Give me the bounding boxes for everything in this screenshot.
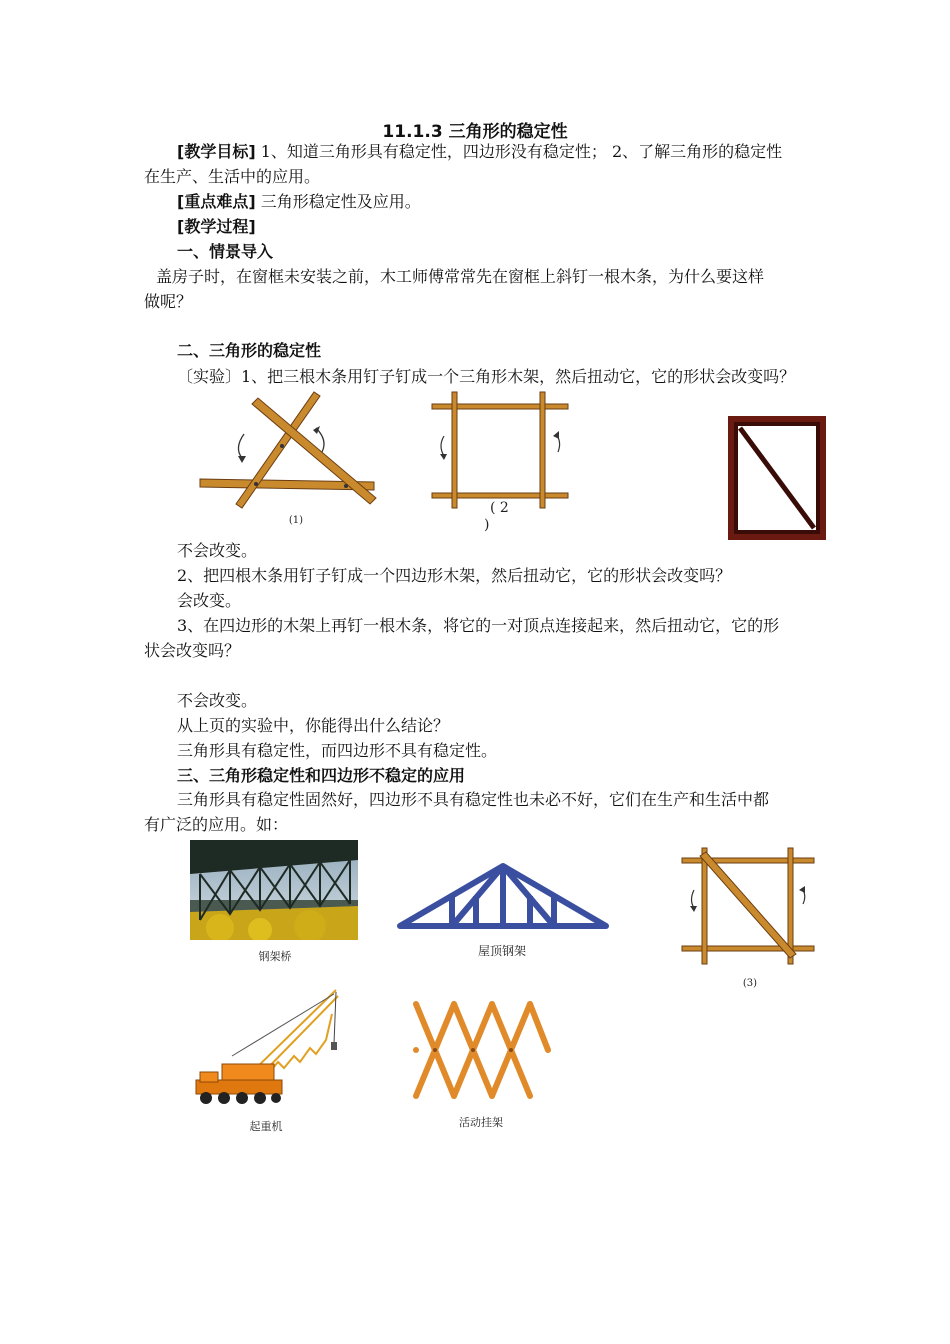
section-3-para-1: 三角形具有稳定性固然好，四边形不具有稳定性也未必不好，它们在生产和生活中都 <box>177 790 770 809</box>
square-bar-left <box>452 392 457 508</box>
square-bar-right <box>540 392 545 508</box>
key-label: [重点难点] <box>177 192 256 211</box>
bridge-caption: 钢架桥 <box>258 950 292 963</box>
figure-1-caption: (1) <box>288 515 304 526</box>
square-frame-figure <box>428 390 572 510</box>
goal-text-1: 1、知道三角形具有稳定性，四边形没有稳定性； 2、了解三角形的稳定性 <box>255 142 783 161</box>
section-1-para-2: 做呢？ <box>144 292 193 311</box>
triangle-frame-figure <box>196 386 386 532</box>
goal-text-2: 在生产、生活中的应用。 <box>144 167 321 186</box>
figure-2-caption: ( 2 <box>490 500 509 516</box>
braced-bar-diagonal <box>700 852 796 958</box>
figure-3-caption: (3) <box>742 978 758 989</box>
roof-truss-image <box>396 862 610 932</box>
key-points <box>177 191 421 213</box>
rotate-arrow-icon <box>692 890 695 908</box>
roof-caption: 屋顶钢架 <box>477 944 526 958</box>
key-text: 三角形稳定性及应用。 <box>255 192 421 211</box>
crane-image <box>192 984 342 1110</box>
answer-1: 不会改变。 <box>177 541 258 560</box>
braced-bar-left <box>702 848 707 964</box>
experiment-3-line-1: 3、在四边形的木架上再钉一根木条，将它的一对顶点连接起来，然后扭动它，它的形 <box>177 616 780 635</box>
experiment-3-line-2: 状会改变吗？ <box>144 641 241 660</box>
experiment-2: 2、把四根木条用钉子钉成一个四边形木架，然后扭动它，它的形状会改变吗？ <box>177 566 732 585</box>
conclusion: 三角形具有稳定性，而四边形不具有稳定性。 <box>177 741 498 760</box>
section-1-para-1: 盖房子时，在窗框未安装之前，木工师傅常常先在窗框上斜钉一根木条，为什么要这样 <box>156 267 765 286</box>
goal-label: [教学目标] <box>177 142 256 161</box>
braced-square-figure <box>680 846 816 966</box>
rotate-arrow-icon <box>441 436 444 456</box>
figure-2-caption-close: ) <box>484 517 490 533</box>
question: 从上页的实验中，你能得出什么结论？ <box>177 716 450 735</box>
steel-bridge-image <box>190 840 358 940</box>
hanger-caption: 活动挂架 <box>459 1116 503 1129</box>
section-2-heading: 二、三角形的稳定性 <box>177 341 322 360</box>
experiment-1: 〔实验〕1、把三根木条用钉子钉成一个三角形木架，然后扭动它，它的形状会改变吗？ <box>177 367 796 386</box>
window-frame-figure <box>728 416 826 540</box>
crane-caption: 起重机 <box>249 1120 283 1133</box>
page-title: 11.1.3 三角形的稳定性 <box>382 122 568 142</box>
section-1-heading: 一、情景导入 <box>177 242 274 261</box>
answer-2: 会改变。 <box>177 591 242 610</box>
teaching-goal <box>177 141 782 163</box>
answer-3: 不会改变。 <box>177 691 258 710</box>
process-label: [教学过程] <box>177 217 256 236</box>
rotate-arrow-icon <box>238 434 244 458</box>
folding-hanger-image <box>408 996 554 1104</box>
section-3-heading: 三、三角形稳定性和四边形不稳定的应用 <box>177 766 466 785</box>
section-3-para-2: 有广泛的应用。如： <box>144 815 289 834</box>
